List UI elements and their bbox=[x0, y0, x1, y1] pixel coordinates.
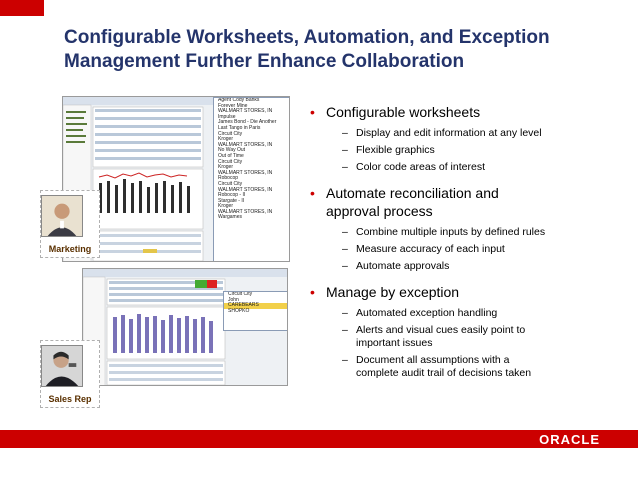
dash-icon: – bbox=[342, 354, 348, 366]
bullet-heading-line: Manage by exception bbox=[326, 284, 460, 300]
dash-icon: – bbox=[342, 324, 348, 336]
tree-item[interactable]: Circuit City bbox=[228, 291, 253, 297]
bullet-list bbox=[306, 103, 626, 390]
tree-item[interactable]: Wargames bbox=[218, 214, 242, 221]
bullet-heading bbox=[306, 283, 626, 301]
sub-bullet-line: Document all assumptions with a bbox=[356, 354, 510, 366]
oracle-logo: ORACLE bbox=[539, 432, 600, 447]
tree-item[interactable]: SHOPKO bbox=[228, 307, 250, 314]
persona-label-sales-rep: Sales Rep bbox=[48, 394, 92, 404]
sub-bullet bbox=[306, 307, 626, 320]
bullet-heading bbox=[306, 184, 626, 220]
sub-bullet bbox=[306, 144, 626, 157]
tree-item[interactable]: Out of Time bbox=[218, 152, 244, 159]
bullet-group bbox=[306, 283, 626, 380]
worksheet-screenshot-2 bbox=[82, 268, 288, 386]
tree-item[interactable]: Circuit City bbox=[218, 130, 243, 137]
bullet-heading bbox=[306, 103, 626, 121]
tree-item[interactable]: WALMART STORES, IN bbox=[218, 169, 273, 176]
tree-item[interactable]: WALMART STORES, IN bbox=[218, 186, 273, 193]
tree-item[interactable]: No Way Out bbox=[218, 147, 246, 154]
corner-accent bbox=[0, 0, 44, 16]
tree-item[interactable]: Kroger bbox=[218, 136, 234, 143]
tree-panel-2 bbox=[223, 291, 288, 331]
tree-item[interactable]: John bbox=[228, 296, 239, 303]
sub-bullet-line: important issues bbox=[356, 337, 433, 349]
slide-title bbox=[64, 26, 624, 74]
sub-bullet-line: Automate approvals bbox=[356, 260, 450, 272]
tree-item[interactable]: Forever Mine bbox=[218, 102, 248, 109]
sub-bullet bbox=[306, 354, 626, 380]
tree-panel-1 bbox=[213, 97, 290, 262]
bullet-heading-line: Automate reconciliation and bbox=[326, 185, 499, 201]
tree-item[interactable]: WALMART STORES, IN bbox=[218, 108, 273, 115]
sales-rep-photo-icon bbox=[41, 345, 83, 387]
dash-icon: – bbox=[342, 243, 348, 255]
sub-bullet-line: Automated exception handling bbox=[356, 307, 498, 319]
tree-item[interactable]: Kroger bbox=[218, 203, 234, 210]
dash-icon: – bbox=[342, 144, 348, 156]
sub-bullet-line: Display and edit information at any level bbox=[356, 127, 542, 139]
sub-bullet-line: Color code areas of interest bbox=[356, 161, 485, 173]
bullet-dot-icon: • bbox=[310, 104, 315, 120]
bullet-heading-line: Configurable worksheets bbox=[326, 104, 481, 120]
tree-item[interactable]: WALMART STORES, IN bbox=[218, 208, 273, 215]
persona-marketing bbox=[40, 190, 100, 258]
tree-item[interactable]: Circuit City bbox=[218, 180, 243, 187]
tree-item[interactable]: Agent Cody Banks bbox=[218, 97, 260, 103]
tree-item[interactable]: Kroger bbox=[218, 164, 234, 171]
tree-item[interactable]: CAREBEARS bbox=[224, 303, 288, 309]
tree-item[interactable]: Impulse bbox=[218, 113, 236, 120]
sub-bullet bbox=[306, 161, 626, 174]
dash-icon: – bbox=[342, 127, 348, 139]
tree-item[interactable]: James Bond - Die Another bbox=[218, 119, 277, 126]
sub-bullet bbox=[306, 324, 626, 350]
sub-bullet-line: Measure accuracy of each input bbox=[356, 243, 505, 255]
tree-item[interactable]: Stargate - II bbox=[218, 197, 245, 204]
sub-bullet bbox=[306, 243, 626, 256]
tree-item[interactable]: Robocop bbox=[218, 175, 239, 182]
sub-bullet bbox=[306, 127, 626, 140]
persona-label-marketing: Marketing bbox=[48, 244, 92, 254]
title-line-1: Configurable Worksheets, Automation, and Exception bbox=[64, 27, 550, 48]
dash-icon: – bbox=[342, 307, 348, 319]
marketing-photo-icon bbox=[41, 195, 83, 237]
tree-item[interactable]: Last Tango in Paris bbox=[218, 124, 261, 131]
dash-icon: – bbox=[342, 260, 348, 272]
tree-item[interactable]: Circuit City bbox=[218, 158, 243, 165]
title-line-2: Management Further Enhance Collaboration bbox=[64, 51, 465, 72]
bullet-dot-icon: • bbox=[310, 284, 315, 300]
bullet-group bbox=[306, 184, 626, 273]
dash-icon: – bbox=[342, 226, 348, 238]
persona-sales-rep bbox=[40, 340, 100, 408]
sub-bullet-line: complete audit trail of decisions taken bbox=[356, 367, 532, 379]
tree-item[interactable]: WALMART STORES, IN bbox=[218, 141, 273, 148]
dash-icon: – bbox=[342, 161, 348, 173]
sub-bullet-line: Flexible graphics bbox=[356, 144, 435, 156]
sub-bullet-line: Alerts and visual cues easily point to bbox=[356, 324, 526, 336]
sub-bullet bbox=[306, 226, 626, 239]
sub-bullet-line: Combine multiple inputs by defined rules bbox=[356, 226, 546, 238]
bullet-heading-line: approval process bbox=[326, 203, 433, 219]
tree-item[interactable]: Robocop - II bbox=[218, 192, 246, 199]
bullet-group bbox=[306, 103, 626, 174]
sub-bullet bbox=[306, 260, 626, 273]
bullet-dot-icon: • bbox=[310, 185, 315, 201]
